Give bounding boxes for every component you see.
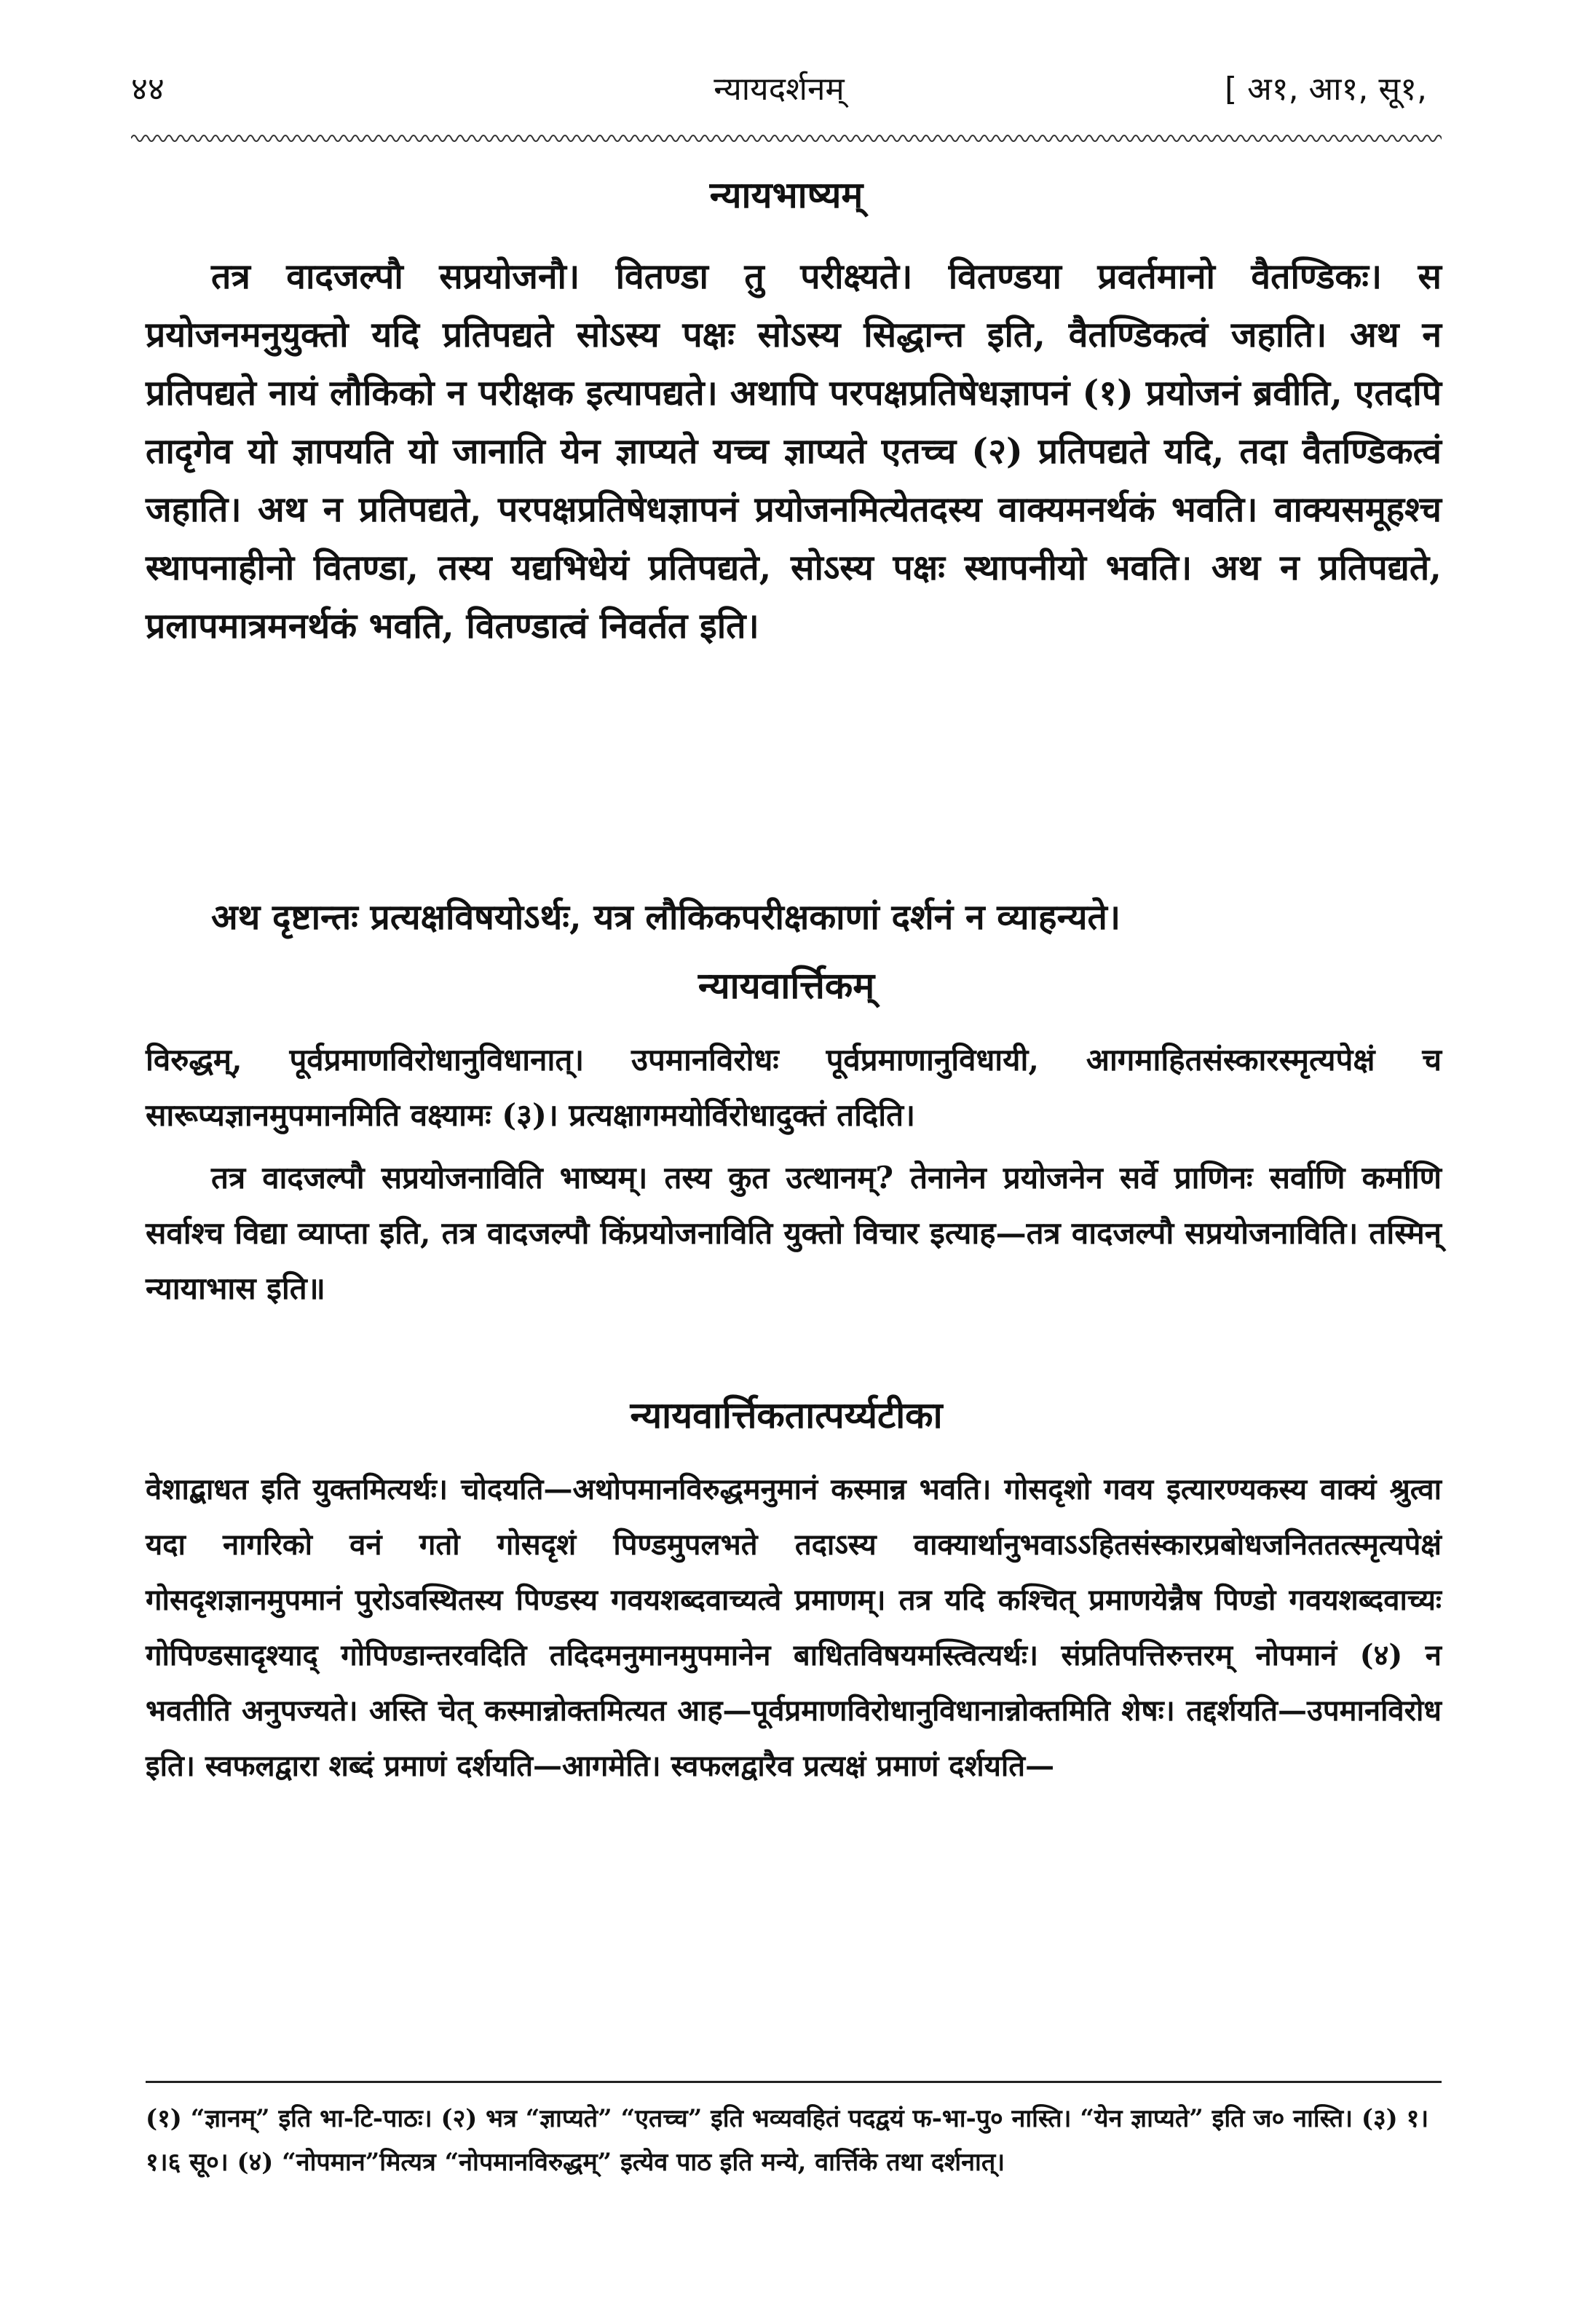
section-reference: [ अ१, आ१, सू१, (1224, 71, 1427, 108)
wavy-divider (131, 130, 1442, 147)
bhashya-paragraph-2: अथ दृष्टान्तः प्रत्यक्षविषयोऽर्थः, यत्र लौकिकपरीक्षकाणां दर्शनं न व्याहन्यते। (211, 897, 1121, 938)
footnotes: (१) “ज्ञानम्” इति भा-टि-पाठः। (२) भत्र “ज्ञाप्यते” “एतच्च” इति भव्यवहितं पदद्वयं फ-भा-पु० नास्ति। “येन ज्ञाप्यते” इति ज० नास्ति। (३) १।१।६ सू०। (४) “नोपमान”मित्यत्र “नोपमानविरुद्धम्” इत्येव पाठ इति मन्ये, वार्त्तिके तथा दर्शनात्। (146, 2104, 1429, 2177)
vartika-paragraph-2: तत्र वादजल्पौ सप्रयोजनाविति भाष्यम्। तस्य कुत उत्थानम्? तेनानेन प्रयोजनेन सर्वे प्राणिनः सर्वाणि कर्माणि सर्वाश्च विद्या व्याप्ता इति, तत्र वादजल्पौ किंप्रयोजनाविति युक्तो विचार इत्याह—तत्र वादजल्पौ सप्रयोजनाविति। तस्मिन् न्यायाभास इति॥ (146, 1160, 1442, 1306)
vartika-title: न्यायवार्त्तिकम् (697, 965, 875, 1007)
running-title: न्यायदर्शनम् (714, 71, 845, 108)
bhashya-paragraph-1: तत्र वादजल्पौ सप्रयोजनौ। वितण्डा तु परीक्ष्यते। वितण्डया प्रवर्तमानो वैतण्डिकः। स प्रयोजनमनुयुक्तो यदि प्रतिपद्यते सोऽस्य पक्षः सोऽस्य सिद्धान्त इति, वैतण्डिकत्वं जहाति। अथ न प्रतिपद्यते नायं लौकिको न परीक्षक इत्यापद्यते। अथापि परपक्षप्रतिषेधज्ञापनं (१) प्रयोजनं ब्रवीति, एतदपि तादृगेव यो ज्ञापयति यो जानाति येन ज्ञाप्यते यच्च ज्ञाप्यते एतच्च (२) प्रतिपद्यते यदि, तदा वैतण्डिकत्वं जहाति। अथ न प्रतिपद्यते, परपक्षप्रतिषेधज्ञापनं प्रयोजनमित्येतदस्य वाक्यमनर्थकं भवति। वाक्यसमूहश्च स्थापनाहीनो वितण्डा, तस्य यद्यभिधेयं प्रतिपद्यते, सोऽस्य पक्षः स्थापनीयो भवति। अथ न प्रतिपद्यते, प्रलापमात्रमनर्थकं भवति, वितण्डात्वं निवर्तत इति। (146, 256, 1442, 647)
vartika-paragraph-1: विरुद्धम्, पूर्वप्रमाणविरोधानुविधानात्। उपमानविरोधः पूर्वप्रमाणानुविधायी, आगमाहितसंस्कारस्मृत्यपेक्षं च सारूप्यज्ञानमुपमानमिति वक्ष्यामः (३)। प्रत्यक्षागमयोर्विरोधादुक्तं तदिति। (146, 1042, 1442, 1133)
page-number: ४४ (131, 71, 165, 108)
tika-paragraph: वेशाद्बाधत इति युक्तमित्यर्थः। चोदयति—अथोपमानविरुद्धमनुमानं कस्मान्न भवति। गोसदृशो गवय इत्यारण्यकस्य वाक्यं श्रुत्वा यदा नागरिको वनं गतो गोसदृशं पिण्डमुपलभते तदाऽस्य वाक्यार्थानुभवाऽऽहितसंस्कारप्रबोधजनिततत्स्मृत्यपेक्षं गोसदृशज्ञानमुपमानं पुरोऽवस्थितस्य पिण्डस्य गवयशब्दवाच्यत्वे प्रमाणम्। तत्र यदि कश्चित् प्रमाणयेन्नैष पिण्डो गवयशब्दवाच्यः गोपिण्डसादृश्याद् गोपिण्डान्तरवदिति तदिदमनुमानमुपमानेन बाधितविषयमस्त्वित्यर्थः। संप्रतिपत्तिरुत्तरम् नोपमानं (४) न भवतीति अनुपज्यते। अस्ति चेत् कस्मान्नोक्तमित्यत आह—पूर्वप्रमाणविरोधानुविधानान्नोक्तमिति शेषः। तद्दर्शयति—उपमानविरोध इति। स्वफलद्वारा शब्दं प्रमाणं दर्शयति—आगमेति। स्वफलद्वारैव प्रत्यक्षं प्रमाणं दर्शयति— (146, 1472, 1442, 1783)
bhashya-title: न्यायभाष्यम् (709, 174, 863, 216)
footnote-divider (146, 2081, 1442, 2083)
tika-title: न्यायवार्त्तिकतात्पर्य्यटीका (630, 1394, 943, 1436)
page-header (131, 58, 1427, 124)
